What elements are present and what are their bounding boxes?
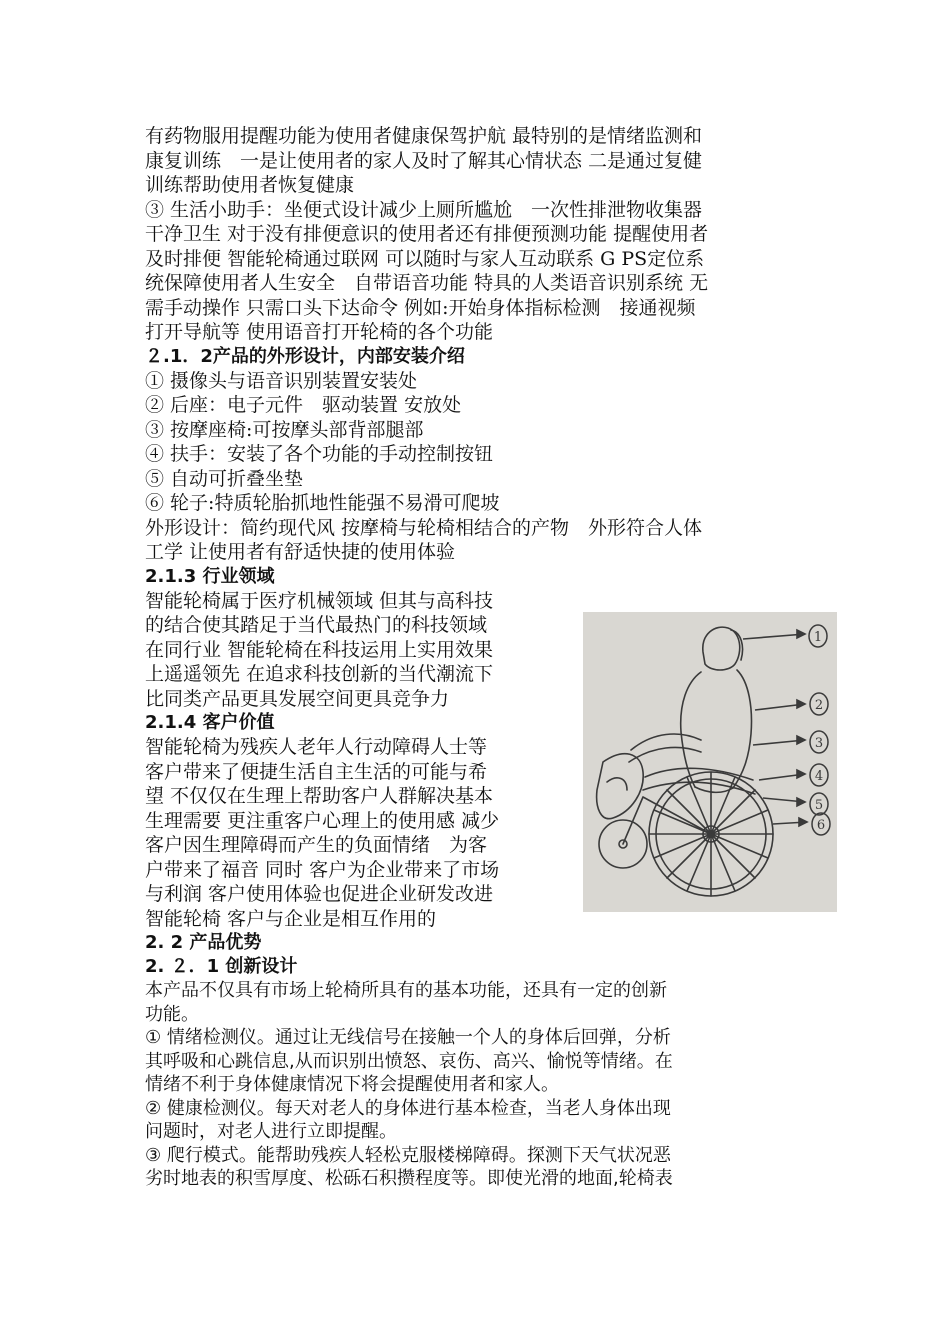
text-line: 比同类产品更具发展空间更具竞争力: [145, 687, 450, 710]
text-line: ③ 爬行模式。能帮助残疾人轻松克服楼梯障碍。探测下天气状况恶: [145, 1144, 671, 1166]
text-line: 客户因生理障碍而产生的负面情绪 为客: [145, 834, 488, 856]
callout-label-3: 3: [814, 736, 824, 751]
text-line: 与利润 客户使用体验也促进企业研发改进: [145, 883, 494, 905]
section-heading-2-1-2: ２.1．2产品的外形设计，内部安装介绍: [145, 345, 465, 367]
text-line: 劣时地表的积雪厚度、松砾石积攒程度等。即使光滑的地面,轮椅表: [145, 1168, 673, 1189]
text-line: 上遥遥领先 在追求科技创新的当代潮流下: [145, 663, 494, 685]
text-line: 统保障使用者人生安全 自带语音功能 特具的人类语音识别系统 无: [145, 272, 709, 294]
parts-list-item: ⑥ 轮子:特质轮胎抓地性能强不易滑可爬坡: [145, 492, 500, 514]
text-line: 工学 让使用者有舒适快捷的使用体验: [145, 541, 456, 563]
text-line: 智能轮椅属于医疗机械领域 但其与高科技: [145, 589, 494, 612]
text-line: 户带来了福音 同时 客户为企业带来了市场: [145, 858, 500, 881]
text-line: 智能轮椅 客户与企业是相互作用的: [145, 907, 437, 930]
industry-paragraph: [145, 589, 570, 712]
section-heading-2-1-4: 2.1.4 客户价值: [145, 712, 275, 733]
wheelchair-sketch-figure: [583, 612, 837, 912]
text-line: 在同行业 智能轮椅在科技运用上实用效果: [145, 638, 494, 661]
text-line: 有药物服用提醒功能为使用者健康保驾护航 最特别的是情绪监测和: [145, 125, 703, 147]
text-line: 外形设计：简约现代风 按摩椅与轮椅相结合的产物 外形符合人体: [145, 516, 703, 539]
text-line: ① 情绪检测仪。通过让无线信号在接触一个人的身体后回弹，分析: [145, 1027, 671, 1048]
text-line: 需手动操作 只需口头下达命令 例如:开始身体指标检测 接通视频: [145, 296, 696, 319]
text-line: 其呼吸和心跳信息,从而识别出愤怒、哀伤、高兴、愉悦等情绪。在: [145, 1050, 673, 1072]
parts-list-item: ⑤ 自动可折叠坐垫: [145, 467, 304, 490]
text-line: 的结合使其踏足于当代最热门的科技领域: [145, 614, 488, 636]
callout-label-5: 5: [814, 798, 824, 813]
text-line: 问题时，对老人进行立即提醒。: [145, 1121, 397, 1142]
customer-value-paragraph: [145, 735, 570, 931]
section-heading-2-2-1: 2. ２．1 创新设计: [145, 956, 298, 977]
text-line: 本产品不仅具有市场上轮椅所具有的基本功能，还具有一定的创新: [145, 980, 667, 1001]
callout-label-4: 4: [814, 769, 824, 784]
text-line: 望 不仅仅在生理上帮助客户人群解决基本: [145, 785, 494, 807]
parts-list-item: ④ 扶手：安装了各个功能的手动控制按钮: [145, 443, 494, 465]
callout-label-2: 2: [814, 698, 824, 713]
text-line: ③ 生活小助手：坐便式设计减少上厕所尴尬 一次性排泄物收集器: [145, 198, 703, 221]
section-heading-2-2: 2. 2 产品优势: [145, 932, 262, 953]
text-line: 及时排便 智能轮椅通过联网 可以随时与家人互动联系 G PS定位系: [145, 247, 705, 270]
sketch-paper: [583, 612, 837, 912]
text-line: 训练帮助使用者恢复健康: [145, 174, 355, 196]
text-line: 智能轮椅为残疾人老年人行动障碍人士等: [145, 736, 488, 758]
text-line: 情绪不利于身体健康情况下将会提醒使用者和家人。: [145, 1074, 559, 1095]
parts-list-item: ① 摄像头与语音识别装置安装处: [145, 369, 418, 392]
text-line: 功能。: [145, 1003, 199, 1025]
text-line: 康复训练 一是让使用者的家人及时了解其心情状态 二是通过复健: [145, 149, 703, 172]
text-line: 打开导航等 使用语音打开轮椅的各个功能: [145, 321, 494, 343]
section-heading-2-1-3: 2.1.3 行业领域: [145, 565, 275, 587]
parts-list-item: ② 后座：电子元件 驱动装置 安放处: [145, 394, 462, 416]
callout-label-6: 6: [816, 818, 826, 833]
text-line: 客户带来了便捷生活自主生活的可能与希: [145, 760, 488, 783]
text-line: 生理需要 更注重客户心理上的使用感 减少: [145, 809, 500, 832]
parts-list-item: ③ 按摩座椅:可按摩头部背部腿部: [145, 418, 424, 441]
text-line: ② 健康检测仪。每天对老人的身体进行基本检查，当老人身体出现: [145, 1097, 671, 1119]
callout-label-1: 1: [813, 630, 823, 645]
text-line: 干净卫生 对于没有排便意识的使用者还有排便预测功能 提醒使用者: [145, 223, 709, 245]
